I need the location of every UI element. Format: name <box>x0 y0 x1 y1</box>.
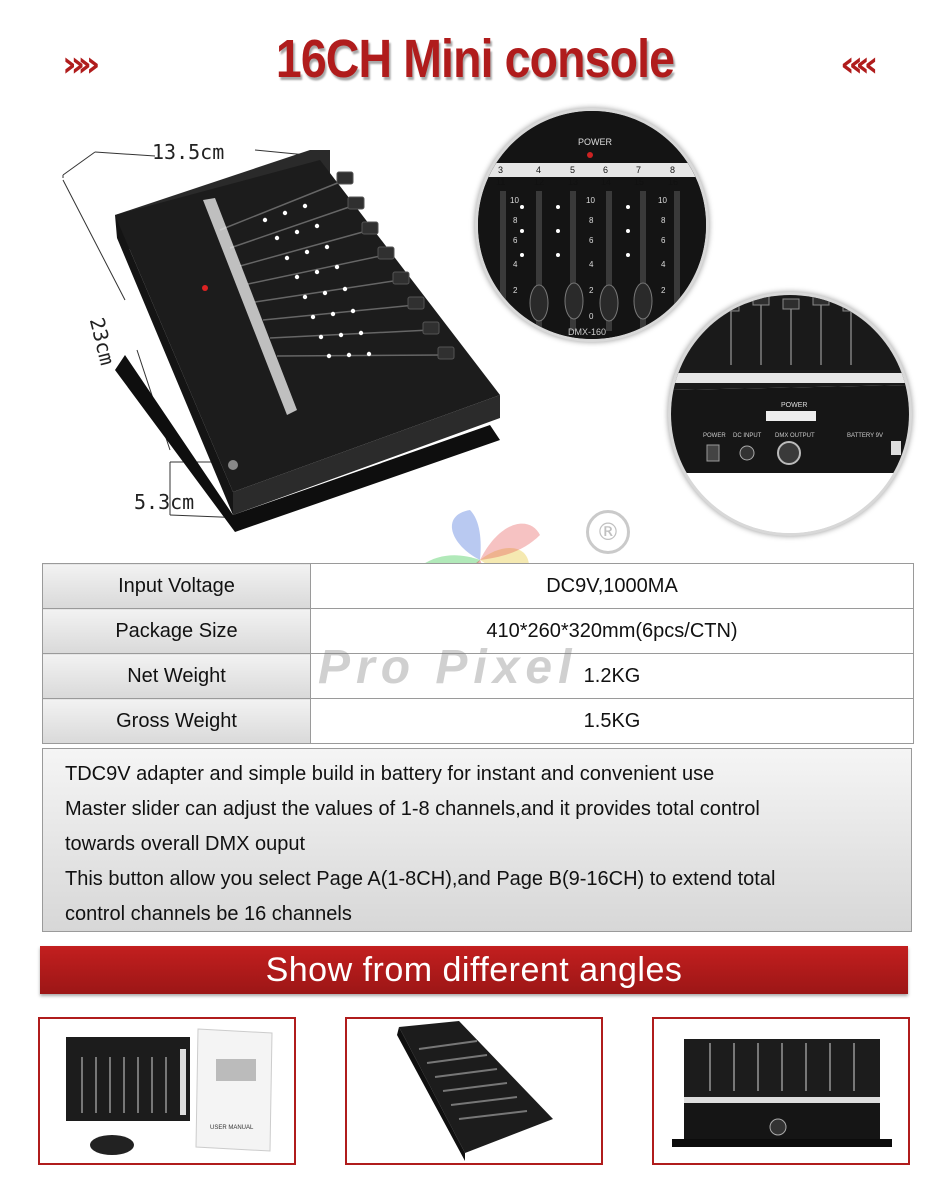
height-dimension-label: 5.3cm <box>134 490 195 514</box>
description-line: Master slider can adjust the values of 1-8 channels,and it provides total control <box>65 798 760 820</box>
depth-dimension-label: 23cm <box>84 315 120 368</box>
svg-text:8: 8 <box>670 165 676 175</box>
svg-text:12: 12 <box>534 177 545 187</box>
thumbnail-rear-view[interactable] <box>652 1017 910 1165</box>
svg-text:6: 6 <box>661 236 666 245</box>
svg-text:0: 0 <box>589 312 594 321</box>
svg-text:0: 0 <box>513 312 518 321</box>
svg-text:11: 11 <box>496 177 506 187</box>
spec-value: 1.2KG <box>311 654 914 699</box>
page-title: 16CH Mini console <box>275 29 675 89</box>
spec-row <box>43 699 914 744</box>
feature-description <box>42 748 912 932</box>
svg-text:8: 8 <box>589 216 594 225</box>
left-chevrons-icon: »» <box>62 44 93 85</box>
svg-text:4: 4 <box>513 260 518 269</box>
rear-battery-label: BATTERY 9V <box>847 433 884 439</box>
spec-label: Input Voltage <box>43 564 311 609</box>
svg-text:6: 6 <box>513 236 518 245</box>
right-chevrons-icon: «« <box>840 44 871 85</box>
rear-top-power-label: POWER <box>781 402 808 409</box>
svg-text:6: 6 <box>589 236 594 245</box>
svg-text:7: 7 <box>636 165 642 175</box>
thumbnail-angle-view[interactable] <box>345 1017 603 1165</box>
svg-text:2: 2 <box>513 286 518 295</box>
spec-label: Package Size <box>43 609 311 654</box>
svg-text:10: 10 <box>586 196 595 205</box>
svg-text:10: 10 <box>510 196 519 205</box>
description-line: TDC9V adapter and simple build in battery for instant and convenient use <box>65 763 715 785</box>
svg-text:5: 5 <box>570 165 576 175</box>
registered-mark-icon: ® <box>586 510 630 554</box>
manual-title: USER MANUAL <box>210 1125 254 1131</box>
spec-value: 1.5KG <box>311 699 914 744</box>
width-dimension-label: 13.5cm <box>152 140 225 164</box>
svg-text:4: 4 <box>661 260 666 269</box>
svg-text:10: 10 <box>658 196 667 205</box>
svg-text:2: 2 <box>589 286 594 295</box>
rear-power-label: POWER <box>703 433 726 439</box>
spec-row <box>43 564 914 609</box>
brand-watermark: Pro Pixel <box>318 641 578 694</box>
power-label: POWER <box>578 137 613 147</box>
rear-panel-closeup-image <box>668 292 912 536</box>
svg-text:4: 4 <box>536 165 542 175</box>
rear-dc-input-label: DC INPUT <box>733 433 762 439</box>
slider-closeup-image <box>475 108 709 342</box>
svg-text:8: 8 <box>513 216 518 225</box>
svg-text:15: 15 <box>634 177 645 187</box>
spec-label: Net Weight <box>43 654 311 699</box>
svg-text:14: 14 <box>601 177 612 187</box>
spec-value: DC9V,1000MA <box>311 564 914 609</box>
rear-dmx-output-label: DMX OUTPUT <box>775 433 815 439</box>
svg-text:13: 13 <box>568 177 579 187</box>
svg-text:16: 16 <box>668 177 679 187</box>
description-line: towards overall DMX ouput <box>65 833 306 855</box>
description-line: This button allow you select Page A(1-8CH),and Page B(9-16CH) to extend total <box>65 868 776 890</box>
spec-value: 410*260*320mm(6pcs/CTN) <box>311 609 914 654</box>
thumbnail-package-contents[interactable] <box>38 1017 296 1165</box>
model-label: DMX-160 <box>568 327 607 337</box>
svg-text:4: 4 <box>589 260 594 269</box>
angles-banner: Show from different angles <box>40 946 908 994</box>
svg-text:8: 8 <box>661 216 666 225</box>
product-main-image <box>55 120 500 540</box>
spec-label: Gross Weight <box>43 699 311 744</box>
svg-text:3: 3 <box>498 165 504 175</box>
svg-text:6: 6 <box>603 165 609 175</box>
svg-text:2: 2 <box>661 286 666 295</box>
description-line: control channels be 16 channels <box>65 903 352 925</box>
